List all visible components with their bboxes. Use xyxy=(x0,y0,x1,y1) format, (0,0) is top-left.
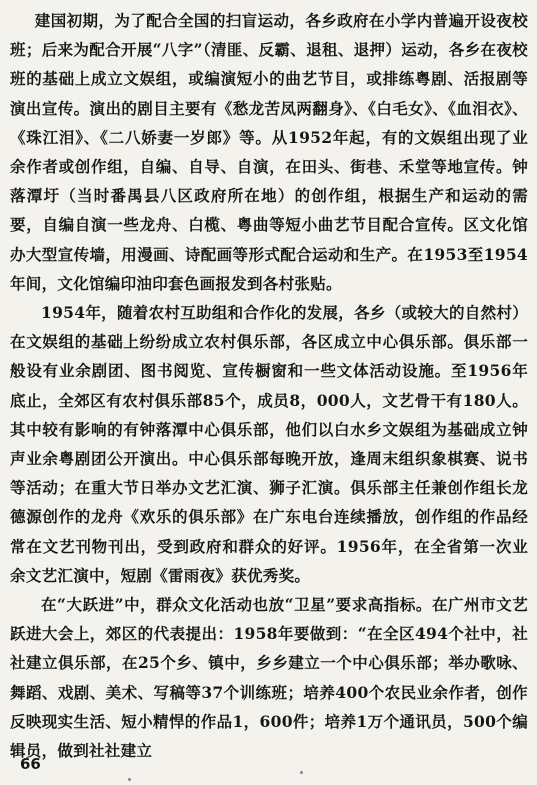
print-speck xyxy=(128,778,131,781)
print-speck xyxy=(300,771,303,774)
paragraph: 在“大跃进”中，群众文化活动也放“卫星”要求高指标。在广州市文艺跃进大会上，郊区的代表提出：1958年要做到：“在全区494个社中，社社建立俱乐部，在25个乡、镇中，乡乡建立一个中心俱乐部；举办歌咏、舞蹈、戏剧、美术、写稿等37个训练班；培养400个农民业余作者，创作反映现实生活、短小精悍的作品1，600件；培养1万个通讯员，500个编辑员，做到社社建立 xyxy=(10,595,528,761)
paragraph: 建国初期，为了配合全国的扫盲运动，各乡政府在小学内普遍开设夜校班；后来为配合开展“八字”（清匪、反霸、退租、退押）运动，各乡在夜校班的基础上成立文娱组，或编演短小的曲艺节目，或排练粤剧、活报剧等演出宣传。演出的剧目主要有《愁龙苦凤两翻身》、《白毛女》、《血泪衣》、《珠江泪》、《二八娇妻一岁郎》等。从1952年起，有的文娱组出现了业余作者或创作组，自编、自导、自演，在田头、街巷、禾堂等地宣传。钟落潭圩（当时番禺县八区政府所在地）的创作组，根据生产和运动的需要，自编自演一些龙舟、白榄、粤曲等短小曲艺节目配合宣传。区文化馆办大型宣传墙，用漫画、诗配画等形式配合运动和生产。在1953至1954年间，文化馆编印油印套色画报发到各村张贴。 xyxy=(10,11,528,293)
paragraph: 1954年，随着农村互助组和合作化的发展，各乡（或较大的自然村）在文娱组的基础上纷纷成立农村俱乐部，各区成立中心俱乐部。俱乐部一般设有业余剧团、图书阅览、宣传橱窗和一些文体活动设施。至1956年底止，全郊区有农村俱乐部85个，成员8，000人，文艺骨干有180人。其中较有影响的有钟落潭中心俱乐部，他们以白水乡文娱组为基础成立钟声业余粤剧团公开演出。中心俱乐部每晚开放，逢周末组织象棋赛、说书等活动；在重大节日举办文艺汇演、狮子汇演。俱乐部主任兼创作组长龙德源创作的龙舟《欢乐的俱乐部》在广东电台连续播放，创作组的作品经常在文艺刊物刊出，受到政府和群众的好评。1956年，在全省第一次业余文艺汇演中，短剧《雷雨夜》获优秀奖。 xyxy=(10,303,528,585)
page-number: 66 xyxy=(20,755,41,773)
body-text xyxy=(10,6,528,765)
